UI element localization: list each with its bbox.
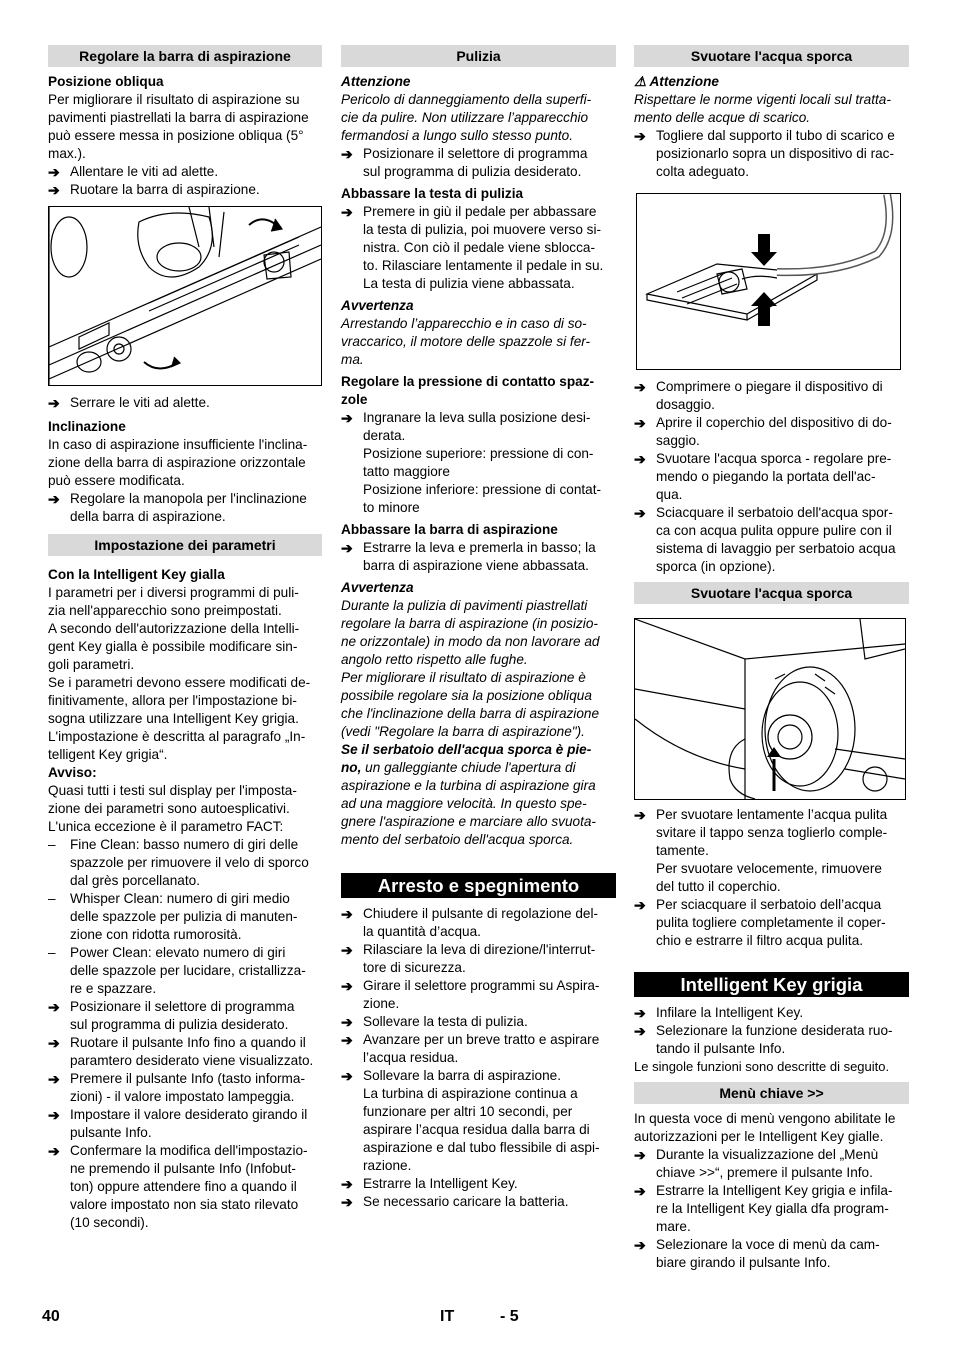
step-item bbox=[634, 1236, 909, 1272]
text-line: biare girando il pulsante Info. bbox=[656, 1255, 831, 1270]
arrow-icon: ➔ bbox=[48, 182, 60, 198]
text-line: dal grès porcellanato. bbox=[70, 873, 200, 888]
inline-text: Attenzione bbox=[649, 74, 719, 89]
arrow-icon: ➔ bbox=[48, 1143, 60, 1159]
text-line: delle spazzole per lucidare, cristallizza- bbox=[70, 963, 306, 978]
text-line: Selezionare la funzione desiderata ruo- bbox=[656, 1023, 893, 1038]
note-text bbox=[341, 597, 616, 849]
paragraph bbox=[48, 584, 322, 764]
arrow-icon: ➔ bbox=[634, 451, 646, 467]
text-line: I parametri per i diversi programmi di puli- bbox=[48, 585, 299, 600]
text-line: Per sciacquare il serbatoio dell’acqua bbox=[656, 897, 882, 912]
text-line: Selezionare la voce di menù da cam- bbox=[656, 1237, 880, 1252]
text-line: possibile regolare sia la posizione obliqua bbox=[341, 688, 592, 703]
text-line: cie da pulire. Non utilizzare l’apparecchio bbox=[341, 110, 589, 125]
step-item bbox=[341, 203, 616, 293]
text-line: Ruotare il pulsante Info fino a quando il bbox=[70, 1035, 306, 1050]
step-item bbox=[341, 941, 616, 977]
text-line: sul programma di pulizia desiderato. bbox=[70, 1017, 289, 1032]
dash-item bbox=[48, 944, 322, 998]
text-line: aspirazione e dal tubo flessibile di aspi- bbox=[363, 1140, 600, 1155]
text-line: barra di aspirazione viene abbassata. bbox=[363, 558, 589, 573]
suction-bar-illustration bbox=[49, 207, 321, 385]
text-line: qua. bbox=[656, 487, 683, 502]
text-line: La turbina di aspirazione continua a bbox=[363, 1086, 578, 1101]
text-line: Comprimere o piegare il dispositivo di bbox=[656, 379, 883, 394]
text-line: zione. bbox=[363, 996, 400, 1011]
step-item bbox=[341, 1193, 616, 1211]
text-line: dosaggio. bbox=[656, 397, 715, 412]
page-number: 40 bbox=[42, 1308, 60, 1325]
text-line: Estrarre la leva e premerla in basso; la bbox=[363, 540, 596, 555]
arrow-icon: ➔ bbox=[634, 1237, 646, 1253]
text-line: zia nell'apparecchio sono preimpostati. bbox=[48, 603, 282, 618]
step-item bbox=[48, 998, 322, 1034]
text-line: la quantità d’acqua. bbox=[363, 924, 481, 939]
text-line: mento del serbatoio dell'acqua sporca. bbox=[341, 832, 574, 847]
step-item bbox=[634, 1182, 909, 1236]
step-item bbox=[48, 1070, 322, 1106]
section-header: Pulizia bbox=[341, 45, 616, 67]
dosing-device-illustration bbox=[637, 194, 900, 369]
text-line: Estrarre la Intelligent Key. bbox=[363, 1176, 518, 1191]
text-line: gent Key gialla è possibile modificare sin- bbox=[48, 639, 298, 654]
text-line: re e spazzare. bbox=[70, 981, 157, 996]
section-header: Svuotare l'acqua sporca bbox=[634, 582, 909, 604]
text-line: l’acqua residua. bbox=[363, 1050, 459, 1065]
arrow-icon: ➔ bbox=[634, 379, 646, 395]
arrow-icon: ➔ bbox=[48, 1071, 60, 1087]
text-line: Ingranare la leva sulla posizione desi- bbox=[363, 410, 591, 425]
text-line: Arrestando l’apparecchio e in caso di so- bbox=[341, 316, 587, 331]
step-item bbox=[341, 1031, 616, 1067]
step-item bbox=[48, 1034, 322, 1070]
section-header: Svuotare l'acqua sporca bbox=[634, 45, 909, 67]
text-line: Confermare la modifica dell'impostazio- bbox=[70, 1143, 308, 1158]
text-line: finitivamente, allora per l'impostazione bi- bbox=[48, 693, 297, 708]
arrow-icon: ➔ bbox=[634, 505, 646, 521]
text-line: ne orizzontale) in modo da non lavorare ad bbox=[341, 634, 600, 649]
step-item bbox=[341, 145, 616, 181]
text-line: ton) oppure attendere fino a quando il bbox=[70, 1179, 297, 1194]
step-item bbox=[341, 1067, 616, 1085]
text-line: razione. bbox=[363, 1158, 412, 1173]
step-item bbox=[634, 1004, 909, 1022]
note-heading: Avvertenza bbox=[341, 580, 414, 595]
arrow-icon: ➔ bbox=[341, 906, 353, 922]
text-line: zole bbox=[341, 392, 368, 407]
text-line: Ruotare la barra di aspirazione. bbox=[70, 182, 260, 197]
subheading: Con la Intelligent Key gialla bbox=[48, 567, 225, 582]
text-line: tando il pulsante Info. bbox=[656, 1041, 786, 1056]
text-line: Serrare le viti ad alette. bbox=[70, 395, 210, 410]
text-line: Svuotare l'acqua sporca - regolare pre- bbox=[656, 451, 892, 466]
step-item bbox=[48, 394, 322, 412]
section-header: Regolare la barra di aspirazione bbox=[48, 45, 322, 67]
arrow-icon: ➔ bbox=[48, 1107, 60, 1123]
step-item bbox=[634, 896, 909, 950]
text-line: chiave >>“, premere il pulsante Info. bbox=[656, 1165, 873, 1180]
text-line: Regolare la manopola per l'inclinazione bbox=[70, 491, 307, 506]
subheading: Posizione obliqua bbox=[48, 74, 164, 89]
arrow-icon: ➔ bbox=[48, 999, 60, 1015]
arrow-icon: ➔ bbox=[341, 1014, 353, 1030]
inline-text: un galleggiante chiude l'apertura di bbox=[361, 760, 576, 775]
arrow-icon: ➔ bbox=[634, 1023, 646, 1039]
text-line: delle spazzole per pulizia di manuten- bbox=[70, 909, 298, 924]
inline-text: – bbox=[48, 945, 56, 960]
text-line: Pericolo di danneggiamento della superfi- bbox=[341, 92, 592, 107]
indented-text bbox=[341, 1085, 616, 1175]
text-line: può essere modificata. bbox=[48, 473, 185, 488]
step-item bbox=[48, 1142, 322, 1232]
text-line: Estrarre la Intelligent Key grigia e infila- bbox=[656, 1183, 893, 1198]
text-line: Premere in giù il pedale per abbassare bbox=[363, 204, 597, 219]
arrow-icon: ➔ bbox=[48, 395, 60, 411]
text-line: ad una maggiore velocità. In questo spe- bbox=[341, 796, 587, 811]
arrow-icon: ➔ bbox=[634, 807, 646, 823]
text-line: Posizione inferiore: pressione di contat- bbox=[363, 482, 602, 497]
text-line: telligent Key grigia“. bbox=[48, 747, 168, 762]
text-line: aspirare l’acqua residua dalla barra di bbox=[363, 1122, 590, 1137]
text-line: che l'inclinazione della barra di aspirazione bbox=[341, 706, 600, 721]
step-item bbox=[48, 163, 322, 181]
text-line: (10 secondi). bbox=[70, 1215, 149, 1230]
clean-water-cap-figure bbox=[634, 618, 906, 800]
suction-bar-figure bbox=[48, 206, 322, 386]
section-header: Impostazione dei parametri bbox=[48, 534, 322, 556]
text-line: Rilasciare la leva di direzione/l'interrut- bbox=[363, 942, 596, 957]
text-line: Posizione superiore: pressione di con- bbox=[363, 446, 594, 461]
step-item bbox=[634, 504, 909, 576]
text-line: Avanzare per un breve tratto e aspirare bbox=[363, 1032, 600, 1047]
text-line: Posizionare il selettore di programma bbox=[363, 146, 588, 161]
column-1 bbox=[48, 45, 322, 1232]
arrow-icon: ➔ bbox=[634, 1005, 646, 1021]
text-line: Durante la visualizzazione del „Menù bbox=[656, 1147, 879, 1162]
text-line: nistra. Con ciò il pedale viene sblocca- bbox=[363, 240, 595, 255]
text-line: A secondo dell'autorizzazione della Intelli- bbox=[48, 621, 300, 636]
text-line: Aprire il coperchio del dispositivo di do- bbox=[656, 415, 892, 430]
text-line: zioni) - il valore impostato lampeggia. bbox=[70, 1089, 295, 1104]
subheading: Inclinazione bbox=[48, 419, 126, 434]
text-line: vraccarico, il motore delle spazzole si fer- bbox=[341, 334, 591, 349]
text-line: Per svuotare velocemente, rimuovere bbox=[656, 861, 882, 876]
chapter-heading: Arresto e spegnimento bbox=[341, 873, 616, 898]
text-line: zione della barra di aspirazione orizzontale bbox=[48, 455, 306, 470]
text-line: tore di sicurezza. bbox=[363, 960, 466, 975]
text-line: L'unica eccezione è il parametro FACT: bbox=[48, 819, 284, 834]
arrow-icon: ➔ bbox=[634, 1183, 646, 1199]
text-line: Rispettare le norme vigenti locali sul tratta- bbox=[634, 92, 891, 107]
paragraph bbox=[48, 782, 322, 836]
text-line: ma. bbox=[341, 352, 364, 367]
text-line: Sollevare la testa di pulizia. bbox=[363, 1014, 528, 1029]
paragraph bbox=[48, 91, 322, 163]
arrow-icon: ➔ bbox=[341, 410, 353, 426]
arrow-icon: ➔ bbox=[341, 146, 353, 162]
text-line: goli parametri. bbox=[48, 657, 135, 672]
paragraph: Le singole funzioni sono descritte di seguito. bbox=[634, 1059, 890, 1074]
note-heading: Attenzione bbox=[341, 74, 411, 89]
subheading: Abbassare la barra di aspirazione bbox=[341, 522, 558, 537]
text-line: pulsante Info. bbox=[70, 1125, 152, 1140]
step-item bbox=[634, 806, 909, 860]
text-line: Whisper Clean: numero di giri medio bbox=[70, 891, 290, 906]
step-item bbox=[341, 409, 616, 445]
dash-item bbox=[48, 890, 322, 944]
text-line: Togliere dal supporto il tubo di scarico e bbox=[656, 128, 895, 143]
text-line: Se necessario caricare la batteria. bbox=[363, 1194, 569, 1209]
step-item bbox=[634, 450, 909, 504]
arrow-icon: ➔ bbox=[341, 1176, 353, 1192]
note-text bbox=[341, 91, 616, 145]
sub-page-number: - 5 bbox=[500, 1308, 519, 1325]
note-heading: Avvertenza bbox=[341, 298, 414, 313]
text-line: zione dei parametri sono autoesplicativi. bbox=[48, 801, 290, 816]
text-line: Durante la pulizia di pavimenti piastrellati bbox=[341, 598, 588, 613]
text-line: saggio. bbox=[656, 433, 700, 448]
text-line: la testa di pulizia, poi muovere verso si- bbox=[363, 222, 601, 237]
text-line: angolo retto rispetto alle fughe. bbox=[341, 652, 528, 667]
text-line: to. Rilasciare lentamente il pedale in su. bbox=[363, 258, 604, 273]
step-item bbox=[634, 1022, 909, 1058]
text-line: tamente. bbox=[656, 843, 709, 858]
arrow-icon: ➔ bbox=[634, 128, 646, 144]
text-line: derata. bbox=[363, 428, 406, 443]
text-line: (vedi "Regolare la barra di aspirazione"). bbox=[341, 724, 585, 739]
text-line: Sollevare la barra di aspirazione. bbox=[363, 1068, 561, 1083]
text-line: Chiudere il pulsante di regolazione del- bbox=[363, 906, 599, 921]
step-item bbox=[341, 977, 616, 1013]
arrow-icon: ➔ bbox=[48, 164, 60, 180]
text-line: tatto maggiore bbox=[363, 464, 450, 479]
subheading: Abbassare la testa di pulizia bbox=[341, 186, 524, 201]
text-line: della barra di aspirazione. bbox=[70, 509, 226, 524]
arrow-icon: ➔ bbox=[341, 1068, 353, 1084]
section-header: Menù chiave >> bbox=[634, 1082, 909, 1104]
dosing-device-figure bbox=[636, 193, 901, 370]
text-line: pavimenti piastrellati la barra di aspirazione bbox=[48, 110, 309, 125]
text-line: del tutto il coperchio. bbox=[656, 879, 781, 894]
text-line: Se i parametri devono essere modificati de- bbox=[48, 675, 311, 690]
arrow-icon: ➔ bbox=[634, 415, 646, 431]
chapter-heading: Intelligent Key grigia bbox=[634, 972, 909, 997]
inline-text: no, bbox=[341, 760, 362, 775]
text-line: Fine Clean: basso numero di giri delle bbox=[70, 837, 299, 852]
text-line: paramtero desiderato viene visualizzato. bbox=[70, 1053, 314, 1068]
text-line: In caso di aspirazione insufficiente l'inclina- bbox=[48, 437, 308, 452]
text-line: aspirazione e la turbina di aspirazione gira bbox=[341, 778, 596, 793]
text-line: posizionarlo sopra un dispositivo di rac- bbox=[656, 146, 895, 161]
text-line: gnere l'aspirazione e marciare allo svuota- bbox=[341, 814, 596, 829]
paragraph bbox=[48, 436, 322, 490]
step-item bbox=[48, 490, 322, 526]
text-line: max.). bbox=[48, 146, 86, 161]
text-line: sogna utilizzare una Intelligent Key grigia. bbox=[48, 711, 299, 726]
text-line: sistema di lavaggio per serbatoio acqua bbox=[656, 541, 896, 556]
text-line: regolare la barra di aspirazione (in posizio- bbox=[341, 616, 598, 631]
text-line: Power Clean: elevato numero di giri bbox=[70, 945, 286, 960]
text-line: Per migliorare il risultato di aspirazione su bbox=[48, 92, 300, 107]
text-line: to minore bbox=[363, 500, 420, 515]
arrow-icon: ➔ bbox=[341, 204, 353, 220]
text-line: svitare il tappo senza toglierlo comple- bbox=[656, 825, 888, 840]
arrow-icon: ➔ bbox=[48, 1035, 60, 1051]
step-item bbox=[634, 127, 909, 181]
subheading bbox=[341, 373, 616, 409]
text-line: Sciacquare il serbatoio dell'acqua spor- bbox=[656, 505, 893, 520]
text-line: valore impostato non sia stato rilevato bbox=[70, 1197, 299, 1212]
text-line: può essere messa in posizione obliqua (5° bbox=[48, 128, 304, 143]
text-line: spazzole per rimuovere il velo di sporco bbox=[70, 855, 309, 870]
arrow-icon: ➔ bbox=[341, 1194, 353, 1210]
step-item bbox=[634, 378, 909, 414]
step-item bbox=[341, 1013, 616, 1031]
text-line: Se il serbatoio dell'acqua sporca è pie- bbox=[341, 742, 592, 757]
note-text bbox=[341, 315, 616, 369]
text-line: mare. bbox=[656, 1219, 691, 1234]
text-line: mendo o piegando la portata dell'ac- bbox=[656, 469, 876, 484]
text-line: Girare il selettore programmi su Aspira- bbox=[363, 978, 600, 993]
text-line: re la Intelligent Key gialla dfa program- bbox=[656, 1201, 889, 1216]
step-item bbox=[48, 1106, 322, 1142]
text-line: ca con acqua pulita oppure pulire con il bbox=[656, 523, 892, 538]
text-line: Infilare la Intelligent Key. bbox=[656, 1005, 804, 1020]
text-line: zione con ridotta rumorosità. bbox=[70, 927, 242, 942]
note-heading bbox=[634, 73, 909, 91]
text-line bbox=[341, 759, 616, 777]
text-line: fermandosi a lungo sullo stesso punto. bbox=[341, 128, 573, 143]
text-line: L'impostazione è descritta al paragrafo „In- bbox=[48, 729, 306, 744]
arrow-icon: ➔ bbox=[634, 897, 646, 913]
text-line: Posizionare il selettore di programma bbox=[70, 999, 295, 1014]
clean-water-cap-illustration bbox=[635, 619, 905, 799]
step-item bbox=[341, 1175, 616, 1193]
text-line: sporca (in opzione). bbox=[656, 559, 776, 574]
arrow-icon: ➔ bbox=[634, 1147, 646, 1163]
inline-text: – bbox=[48, 891, 56, 906]
arrow-icon: ➔ bbox=[341, 942, 353, 958]
text-line: Per svuotare lentamente l’acqua pulita bbox=[656, 807, 888, 822]
step-item bbox=[634, 1146, 909, 1182]
column-2 bbox=[341, 45, 616, 1211]
text-line: ne premendo il pulsante Info (Infobut- bbox=[70, 1161, 296, 1176]
dash-item bbox=[48, 836, 322, 890]
text-line: Regolare la pressione di contatto spaz- bbox=[341, 374, 595, 389]
step-item bbox=[341, 905, 616, 941]
text-line: Premere il pulsante Info (tasto informa- bbox=[70, 1071, 305, 1086]
inline-text: – bbox=[48, 837, 56, 852]
text-line: mento delle acque di scarico. bbox=[634, 110, 811, 125]
text-line: colta adeguato. bbox=[656, 164, 749, 179]
paragraph bbox=[634, 1110, 909, 1146]
language-code: IT bbox=[440, 1308, 455, 1325]
text-line: chio e estrarre il filtro acqua pulita. bbox=[656, 933, 864, 948]
text-line: funzionare per altri 10 secondi, per bbox=[363, 1104, 573, 1119]
text-line: Allentare le viti ad alette. bbox=[70, 164, 219, 179]
indented-text bbox=[634, 860, 909, 896]
text-line: La testa di pulizia viene abbassata. bbox=[363, 276, 575, 291]
step-item bbox=[341, 539, 616, 575]
text-line: Impostare il valore desiderato girando il bbox=[70, 1107, 308, 1122]
note-text bbox=[634, 91, 909, 127]
text-line: autorizzazioni per le Intelligent Key gialle. bbox=[634, 1129, 884, 1144]
indented-text bbox=[341, 445, 616, 481]
text-line: Per migliorare il risultato di aspirazione è bbox=[341, 670, 586, 685]
indented-text bbox=[341, 481, 616, 517]
warning-icon: ⚠ bbox=[634, 74, 647, 89]
text-line: In questa voce di menù vengono abilitate le bbox=[634, 1111, 896, 1126]
step-item bbox=[634, 414, 909, 450]
arrow-icon: ➔ bbox=[341, 540, 353, 556]
column-3 bbox=[634, 45, 909, 1272]
text-line: pulita togliere completamente il coper- bbox=[656, 915, 886, 930]
arrow-icon: ➔ bbox=[48, 491, 60, 507]
arrow-icon: ➔ bbox=[341, 1032, 353, 1048]
text-line: sul programma di pulizia desiderato. bbox=[363, 164, 582, 179]
subheading: Avviso: bbox=[48, 765, 97, 780]
text-line: Quasi tutti i testi sul display per l'imposta- bbox=[48, 783, 297, 798]
arrow-icon: ➔ bbox=[341, 978, 353, 994]
step-item bbox=[48, 181, 322, 199]
